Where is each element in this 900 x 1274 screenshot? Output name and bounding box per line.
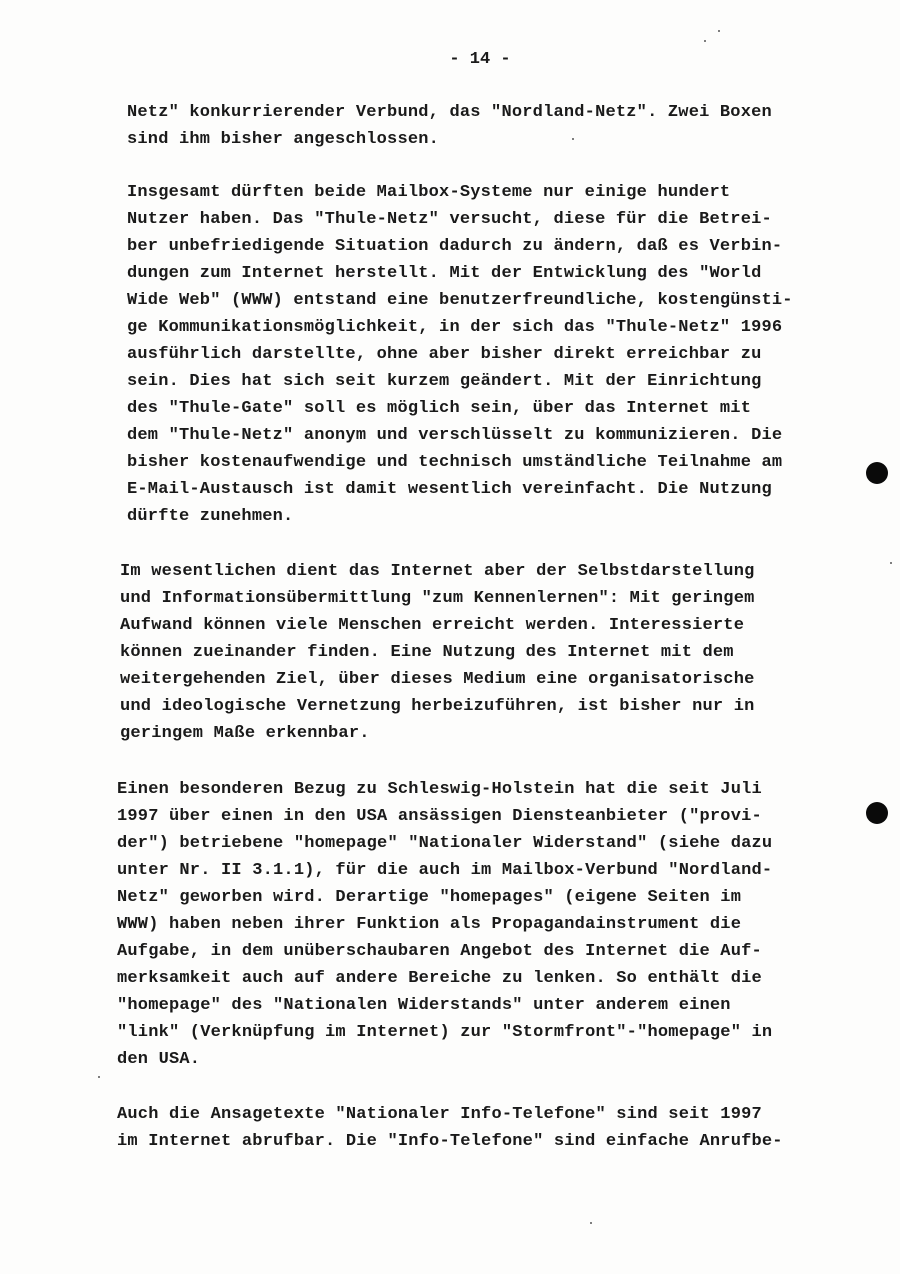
text-line: "link" (Verknüpfung im Internet) zur "Stormfront"-"homepage" in xyxy=(117,1023,773,1042)
text-line: E-Mail-Austausch ist damit wesentlich vereinfacht. Die Nutzung xyxy=(127,480,772,499)
text-line: Aufwand können viele Menschen erreicht werden. Interessierte xyxy=(120,616,745,635)
scan-speck xyxy=(572,138,574,140)
text-line: Im wesentlichen dient das Internet aber der Selbstdarstellung xyxy=(120,562,755,581)
text-line: merksamkeit auch auf andere Bereiche zu lenken. So enthält die xyxy=(117,969,762,988)
text-line: Aufgabe, in dem unüberschaubaren Angebot des Internet die Auf- xyxy=(117,942,762,961)
scan-speck xyxy=(718,30,720,32)
text-line: bisher kostenaufwendige und technisch umständliche Teilnahme am xyxy=(127,453,783,472)
text-line: der") betriebene "homepage" "Nationaler Widerstand" (siehe dazu xyxy=(117,834,773,853)
text-line: können zueinander finden. Eine Nutzung des Internet mit dem xyxy=(120,643,734,662)
text-line: Auch die Ansagetexte "Nationaler Info-Telefone" sind seit 1997 xyxy=(117,1105,762,1124)
text-line: und ideologische Vernetzung herbeizuführen, ist bisher nur in xyxy=(120,697,755,716)
text-line: Wide Web" (WWW) entstand eine benutzerfreundliche, kostengünsti- xyxy=(127,291,793,310)
paragraph-schleswig-holstein xyxy=(117,776,772,1073)
page-number: - 14 - xyxy=(449,50,511,69)
paragraph-mailbox-systems xyxy=(127,179,793,530)
paragraph-info-telefone xyxy=(117,1101,783,1155)
text-line: des "Thule-Gate" soll es möglich sein, über das Internet mit xyxy=(127,399,752,418)
text-line: und Informationsübermittlung "zum Kennenlernen": Mit geringem xyxy=(120,589,755,608)
text-line: "homepage" des "Nationalen Widerstands" unter anderem einen xyxy=(117,996,731,1015)
text-line: unter Nr. II 3.1.1), für die auch im Mailbox-Verbund "Nordland- xyxy=(117,861,773,880)
text-line: sind ihm bisher angeschlossen. xyxy=(127,130,440,149)
margin-bullet-mark xyxy=(866,802,888,824)
scan-speck xyxy=(98,1076,100,1078)
text-line: im Internet abrufbar. Die "Info-Telefone" sind einfache Anrufbe- xyxy=(117,1132,783,1151)
text-line: ber unbefriedigende Situation dadurch zu ändern, daß es Verbin- xyxy=(127,237,783,256)
text-line: den USA. xyxy=(117,1050,201,1069)
text-line: Netz" konkurrierender Verbund, das "Nordland-Netz". Zwei Boxen xyxy=(127,103,772,122)
text-line: Netz" geworben wird. Derartige "homepages" (eigene Seiten im xyxy=(117,888,742,907)
margin-bullet-mark xyxy=(866,462,888,484)
scan-speck xyxy=(890,562,892,564)
paragraph-internet-self-presentation xyxy=(120,558,755,747)
scan-speck xyxy=(590,1222,592,1224)
text-line: 1997 über einen in den USA ansässigen Diensteanbieter ("provi- xyxy=(117,807,762,826)
scan-speck xyxy=(704,40,706,42)
text-line: sein. Dies hat sich seit kurzem geändert. Mit der Einrichtung xyxy=(127,372,762,391)
text-line: Einen besonderen Bezug zu Schleswig-Holstein hat die seit Juli xyxy=(117,780,762,799)
text-line: weitergehenden Ziel, über dieses Medium eine organisatorische xyxy=(120,670,755,689)
text-line: WWW) haben neben ihrer Funktion als Propagandainstrument die xyxy=(117,915,742,934)
text-line: dem "Thule-Netz" anonym und verschlüsselt zu kommunizieren. Die xyxy=(127,426,783,445)
text-line: geringem Maße erkennbar. xyxy=(120,724,370,743)
paragraph-continuation xyxy=(127,99,772,153)
text-line: dungen zum Internet herstellt. Mit der Entwicklung des "World xyxy=(127,264,762,283)
text-line: dürfte zunehmen. xyxy=(127,507,294,526)
text-line: ausführlich darstellte, ohne aber bisher direkt erreichbar zu xyxy=(127,345,762,364)
text-line: Nutzer haben. Das "Thule-Netz" versucht, diese für die Betrei- xyxy=(127,210,772,229)
text-line: Insgesamt dürften beide Mailbox-Systeme nur einige hundert xyxy=(127,183,731,202)
text-line: ge Kommunikationsmöglichkeit, in der sich das "Thule-Netz" 1996 xyxy=(127,318,783,337)
